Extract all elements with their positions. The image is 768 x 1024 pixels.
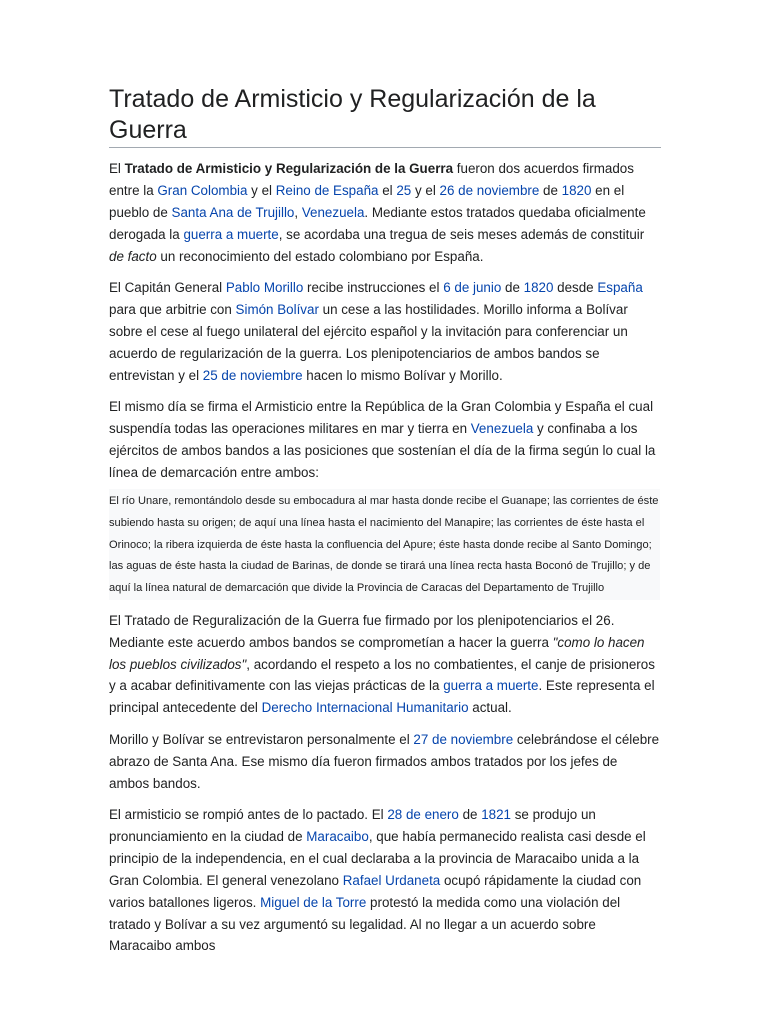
- link-25-de-noviembre[interactable]: 25 de noviembre: [202, 367, 303, 383]
- link-santa-ana-de-trujillo[interactable]: Santa Ana de Trujillo: [171, 204, 295, 220]
- link-espana[interactable]: España: [597, 280, 643, 296]
- text: ,: [294, 204, 302, 220]
- text: fueron dos acuerdos firmados entre la: [109, 161, 634, 198]
- text: ocupó rápidamente la ciudad con varios batallones ligeros.: [109, 872, 642, 910]
- text: se produjo un pronunciamiento en la ciudad de: [109, 806, 596, 844]
- link-miguel-de-la-torre[interactable]: Miguel de la Torre: [260, 894, 367, 910]
- link-venezuela[interactable]: Venezuela: [301, 204, 365, 220]
- italic-quote: "como lo hacen los pueblos civilizados": [109, 634, 645, 672]
- link-simon-bolivar[interactable]: Simón Bolívar: [235, 301, 319, 317]
- link-guerra-a-muerte[interactable]: guerra a muerte: [183, 226, 279, 242]
- link-maracaibo[interactable]: Maracaibo: [306, 828, 369, 844]
- link-27-de-noviembre[interactable]: 27 de noviembre: [413, 731, 514, 747]
- text: , acordando el respeto a los no combatientes, el canje de prisioneros y a acabar definitivamente con las viejas prácticas de la: [109, 656, 655, 694]
- text: recibe instrucciones el: [303, 280, 444, 296]
- text: El armisticio se rompió antes de lo pactado. El: [109, 806, 388, 822]
- paragraph-intro: [109, 158, 661, 268]
- link-venezuela[interactable]: Venezuela: [470, 420, 534, 436]
- text: actual.: [468, 700, 512, 716]
- text: y confinaba a los ejércitos de ambos bandos a las posiciones que sostenían el día de la firma según lo cual la línea de demarcación entre ambos:: [109, 420, 656, 480]
- text: de: [539, 182, 562, 198]
- text: El Tratado de Reguralización de la Guerra fue firmado por los plenipotenciarios el 26. Mediante este acuerdo ambos bandos se comprometían a hacer la guerra: [109, 612, 615, 650]
- text: un reconocimiento del estado colombiano por España.: [156, 248, 484, 264]
- text: de: [501, 280, 524, 296]
- text: protestó la medida como una violación del tratado y Bolívar a su vez argumentó su legalidad. Al no llegar a un acuerdo sobre Maracaibo ambos: [109, 894, 621, 954]
- text: para que arbitrie con: [109, 301, 236, 317]
- paragraph-ruptura: [109, 804, 661, 957]
- text: hacen lo mismo Bolívar y Morillo.: [302, 367, 503, 383]
- link-6-de-junio[interactable]: 6 de junio: [443, 280, 502, 296]
- link-gran-colombia[interactable]: Gran Colombia: [157, 182, 248, 198]
- blockquote-demarcation: [109, 489, 660, 601]
- link-derecho-internacional-humanitario[interactable]: Derecho Internacional Humanitario: [261, 700, 469, 716]
- text: de: [458, 806, 482, 822]
- text: . Mediante estos tratados quedaba oficialmente derogada la: [109, 204, 646, 242]
- paragraph-entrevista: [109, 729, 661, 795]
- text: El Capitán General: [109, 280, 226, 296]
- text: , que había permanecido realista casi desde el principio de la independencia, en el cual declaraba a la provincia de Maracaibo unida a la Gran Colombia. El general venezolano: [109, 828, 646, 888]
- quote-text: El río Unare, remontándolo desde su embocadura al mar hasta donde recibe el Guanape; las corrientes de éste subiendo hasta su origen; de aquí una línea hasta el nacimiento del Manapire; las corrientes de éste hasta el Orinoco; la ribera izquierda de éste hasta la confluencia del Apure; éste hasta donde recibe al Santo Domingo; las aguas de éste hasta la ciudad de Barinas, de donde se tirará una línea recta hasta Boconó de Trujillo; y de aquí la línea natural de demarcación que divide la Provincia de Caracas del Departamento de Trujillo: [109, 494, 659, 595]
- paragraph-regularizacion: [109, 610, 661, 720]
- text: . Este representa el principal antecedente del: [109, 678, 655, 716]
- link-rafael-urdaneta[interactable]: Rafael Urdaneta: [342, 872, 441, 888]
- link-1820[interactable]: 1820: [523, 280, 554, 296]
- text: Morillo y Bolívar se entrevistaron personalmente el: [109, 731, 414, 747]
- text: , se acordaba una tregua de seis meses además de constituir: [278, 226, 645, 242]
- text: celebrándose el célebre abrazo de Santa Ana. Ese mismo día fueron firmados ambos tratados por los jefes de ambos bandos.: [109, 731, 660, 791]
- bold-title: Tratado de Armisticio y Regularización de la Guerra: [124, 161, 454, 176]
- page-title: Tratado de Armisticio y Regularización de la Guerra: [109, 84, 661, 148]
- text: y el: [411, 182, 440, 198]
- paragraph-armisticio: [109, 396, 661, 484]
- text: el: [378, 182, 397, 198]
- text: El mismo día se firma el Armisticio entre la República de la Gran Colombia y España el cual suspendía todas las operaciones militares en mar y tierra en: [109, 399, 654, 436]
- text: y el: [247, 182, 276, 198]
- text: desde: [553, 280, 598, 296]
- link-pablo-morillo[interactable]: Pablo Morillo: [225, 280, 304, 296]
- text: en el pueblo de: [109, 182, 625, 220]
- link-1821[interactable]: 1821: [481, 806, 511, 822]
- link-28-de-enero[interactable]: 28 de enero: [387, 806, 459, 822]
- italic-de-facto: de facto: [109, 248, 157, 264]
- article: [109, 0, 661, 957]
- link-26-de-noviembre[interactable]: 26 de noviembre: [439, 182, 540, 198]
- link-reino-de-espana[interactable]: Reino de España: [275, 182, 379, 198]
- link-guerra-a-muerte[interactable]: guerra a muerte: [443, 678, 539, 694]
- paragraph-morillo: [109, 277, 661, 387]
- link-25[interactable]: 25: [396, 182, 412, 198]
- text: un cese a las hostilidades. Morillo informa a Bolívar sobre el cese al fuego unilateral del ejército español y la invitación para conferenciar un acuerdo de regularización de la guerra. Los plenipotenciarios de ambos bandos se entrevistan y el: [109, 301, 628, 383]
- text: El: [109, 161, 125, 176]
- link-1820[interactable]: 1820: [561, 182, 592, 198]
